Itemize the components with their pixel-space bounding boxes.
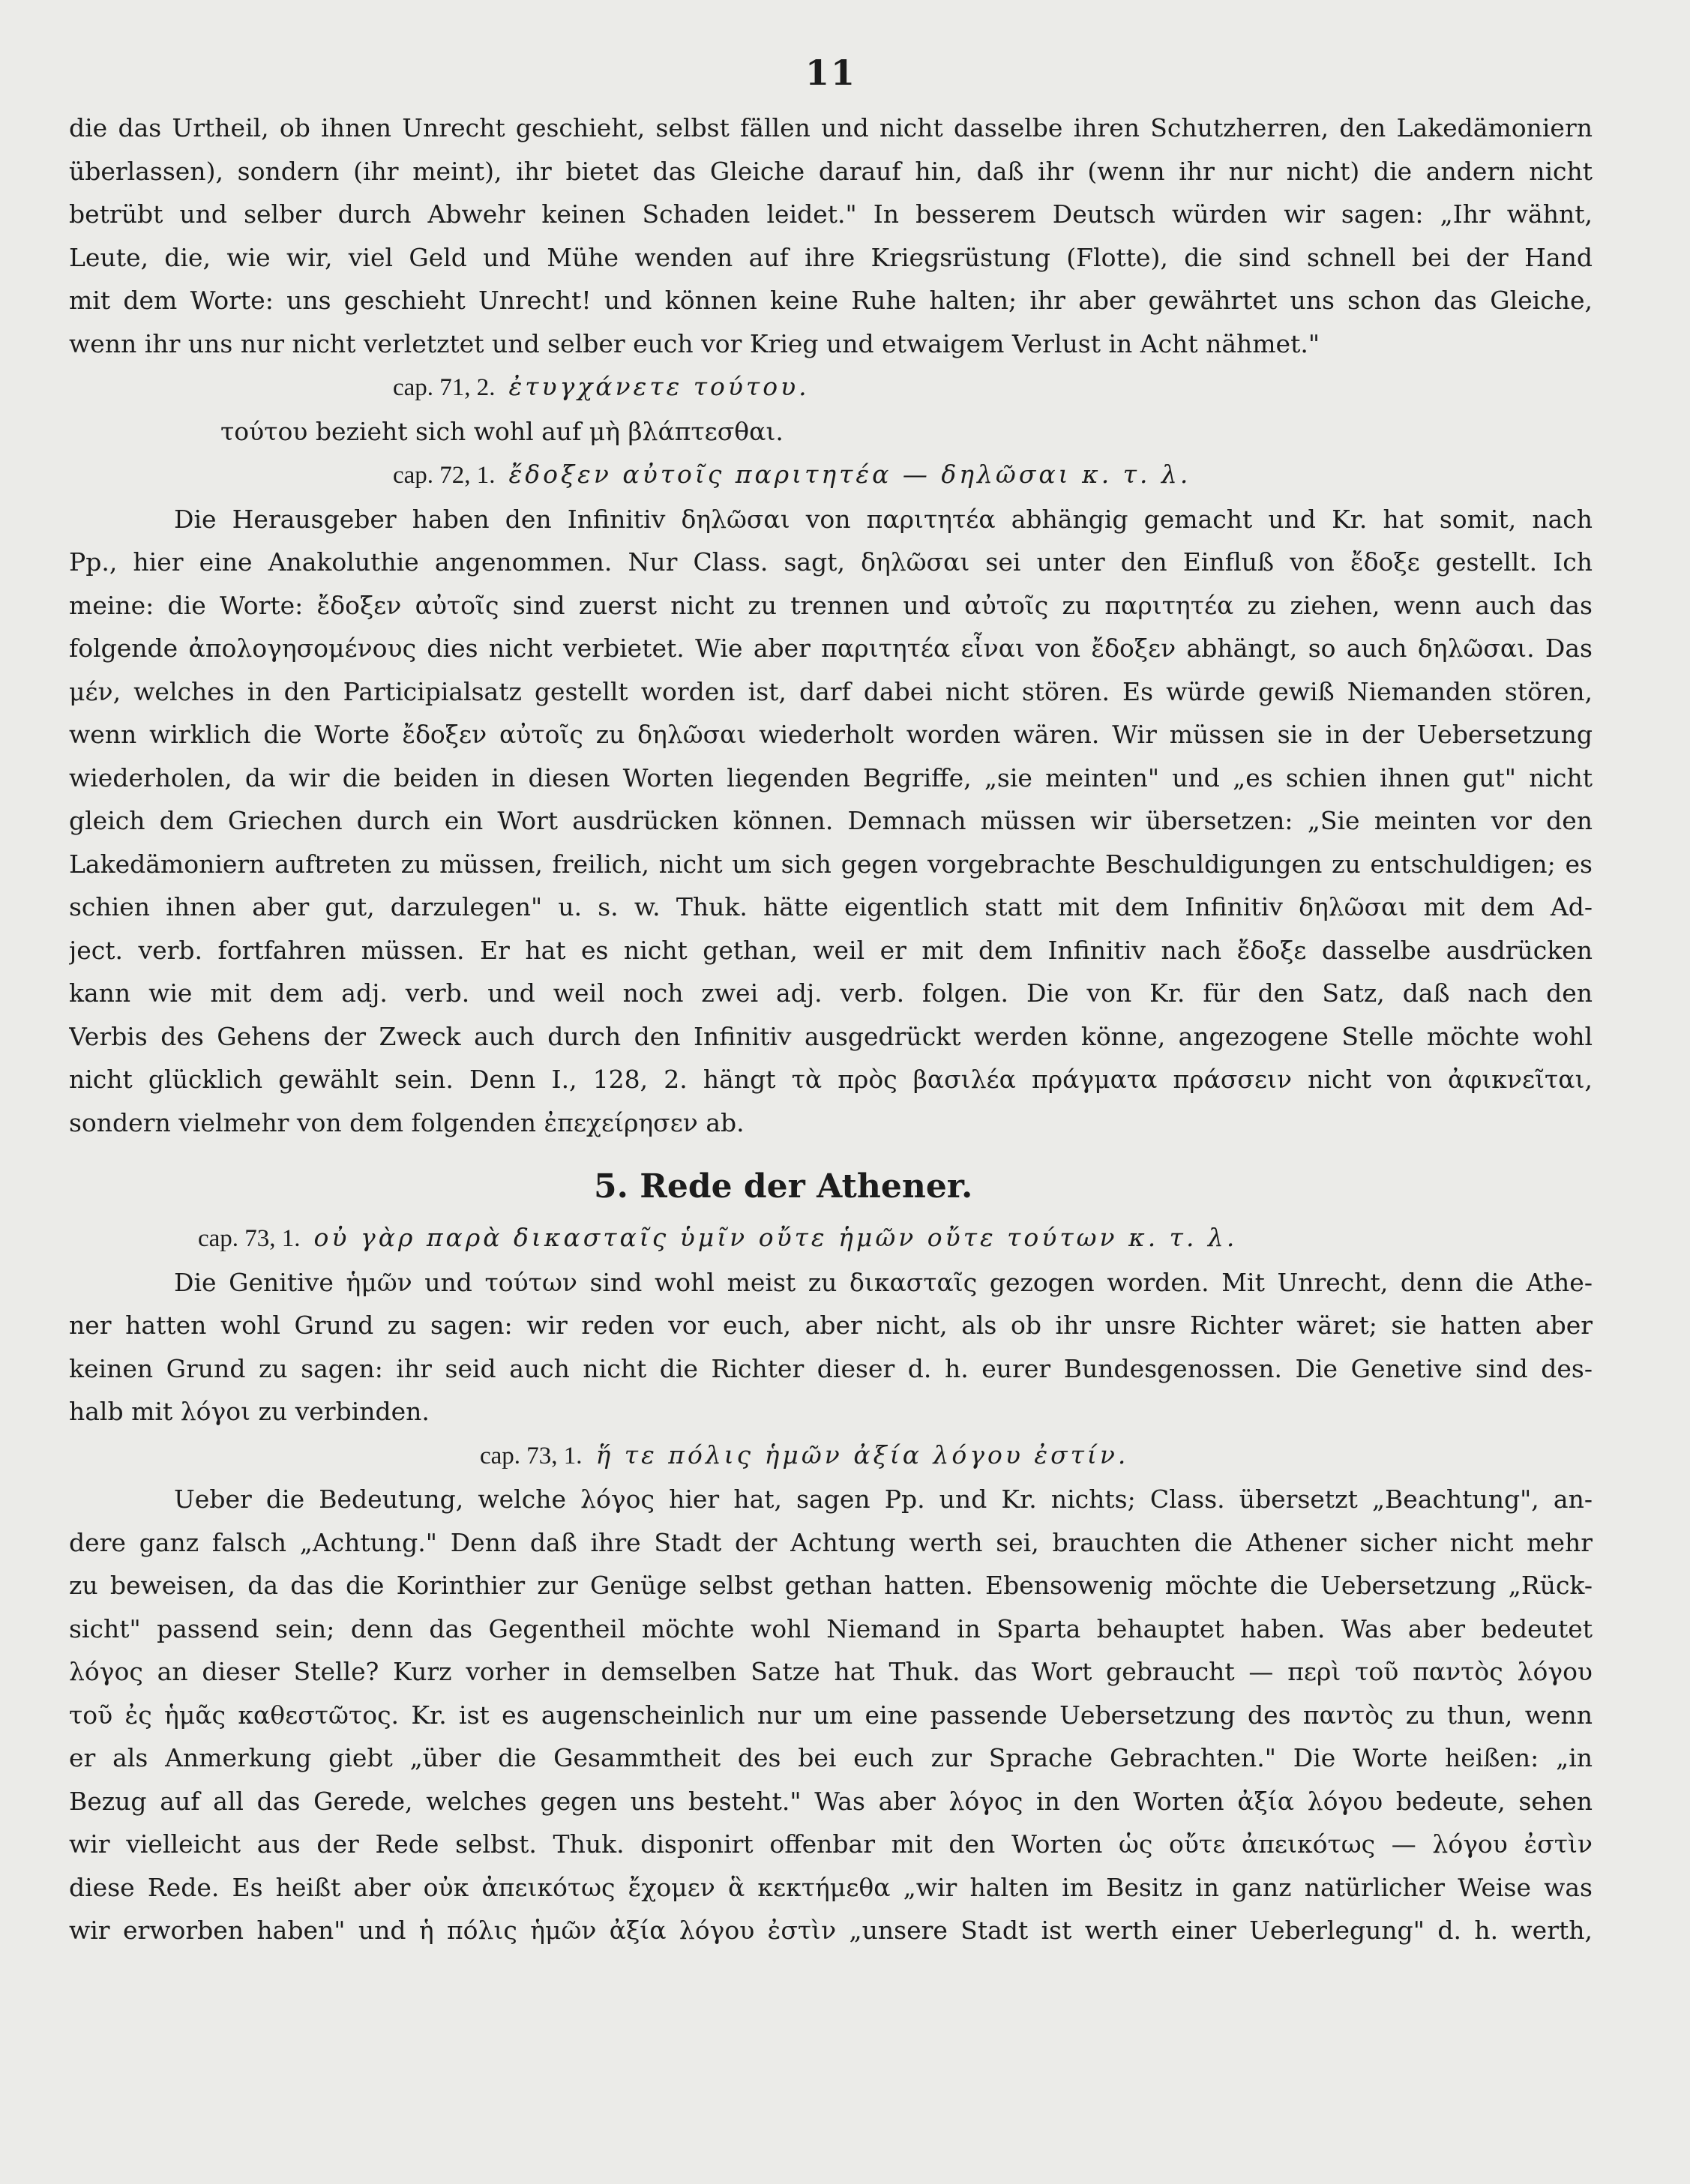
citation-cap-73-1-b — [69, 1434, 1593, 1478]
text-line: Ueber die Bedeutung, welche λόγος hier hat, sagen Pp. und Kr. nichts; Class. übersetzt „Beachtung", an- — [174, 1484, 1593, 1514]
text-line: τοῦ ἐς ἡμᾶς καθεστῶτος. Kr. ist es augenscheinlich nur um eine passende Uebersetzung des παντὸς zu thun, wenn — [69, 1700, 1593, 1730]
text-line: folgende ἀπολογησομένους dies nicht verbietet. Wie aber παριτητέα εἶναι von ἔδοξεν abhängt, so auch δηλῶσαι. Das — [69, 634, 1593, 663]
text-line: nicht glücklich gewählt sein. Denn I., 128, 2. hängt τὰ πρὸς βασιλέα πράγματα πράσσειν nicht von ἀφικνεῖται, — [69, 1065, 1593, 1094]
text-line: er als Anmerkung giebt „über die Gesammtheit des bei euch zur Sprache Gebrachten." Die Worte heißen: „in — [69, 1743, 1593, 1772]
paragraph-5 — [69, 1478, 1593, 1952]
text-line: wenn wirklich die Worte ἔδοξεν αὐτοῖς zu δηλῶσαι wiederholt worden wären. Wir müssen sie in der Uebersetzung — [69, 720, 1593, 749]
text-line: sicht" passend sein; denn das Gegentheil möchte wohl Niemand in Sparta behauptet haben. Was aber bedeutet — [69, 1613, 1593, 1643]
citation-greek: οὐ γὰρ παρὰ δικασταῖς ὑμῖν οὔτε ἡμῶν οὔτε τούτων κ. τ. λ. — [313, 1223, 1238, 1252]
text-line: meine: die Worte: ἔδοξεν αὐτοῖς sind zuerst nicht zu trennen und αὐτοῖς zu παριτητέα zu ziehen, wenn auch das — [69, 590, 1593, 620]
text-line: Die Herausgeber haben den Infinitiv δηλῶσαι von παριτητέα abhängig gemacht und Kr. hat somit, nach — [174, 504, 1593, 534]
page-number: 11 — [805, 52, 856, 93]
text-line: diese Rede. Es heißt aber οὐκ ἀπεικότως ἔχομεν ἃ κεκτήμεθα „wir halten im Besitz in ganz natürlicher Weise was — [69, 1872, 1593, 1902]
paragraph-3 — [69, 498, 1593, 1145]
text-line: überlassen), sondern (ihr meint), ihr bietet das Gleiche darauf hin, daß ihr (wenn ihr nur nicht) die andern nicht — [69, 156, 1593, 186]
text-line: mit dem Worte: uns geschieht Unrecht! und können keine Ruhe halten; ihr aber gewährtet uns schon das Gleiche, — [69, 286, 1593, 315]
text-line: betrübt und selber durch Abwehr keinen Schaden leidet." In besserem Deutsch würden wir sagen: „Ihr wähnt, — [69, 199, 1593, 229]
text-line: Verbis des Gehens der Zweck auch durch den Infinitiv ausgedrückt werden könne, angezogene Stelle möchte wohl — [69, 1021, 1593, 1051]
text-line: wir vielleicht aus der Rede selbst. Thuk. disponirt offenbar mit den Worten ὡς οὔτε ἀπεικότως — λόγου ἐστὶν — [69, 1829, 1593, 1859]
citation-ref: cap. 73, 1. — [480, 1442, 583, 1469]
citation-cap-73-1-a — [69, 1216, 1593, 1261]
citation-greek: ἔδοξεν αὐτοῖς παριτητέα — δηλῶσαι κ. τ. λ. — [508, 460, 1191, 489]
text-line: wenn ihr uns nur nicht verletztet und selber euch vor Krieg und etwaigem Verlust in Acht nähmet." — [69, 328, 1320, 358]
text-line: kann wie mit dem adj. verb. und weil noch zwei adj. verb. folgen. Die von Kr. für den Satz, daß nach den — [69, 978, 1593, 1008]
text-line: gleich dem Griechen durch ein Wort ausdrücken können. Demnach müssen wir übersetzen: „Sie meinten vor den — [69, 806, 1593, 835]
citation-greek: ἐτυγχάνετε τούτου. — [508, 372, 810, 401]
text-line: Bezug auf all das Gerede, welches gegen uns besteht." Was aber λόγος in den Worten ἀξία λόγου bedeute, sehen — [69, 1786, 1593, 1816]
citation-greek: ἥ τε πόλις ἡμῶν ἀξία λόγου ἐστίν. — [595, 1440, 1129, 1469]
citation-ref: cap. 72, 1. — [393, 462, 496, 489]
text-line: wiederholen, da wir die beiden in diesen Worten liegenden Begriffe, „sie meinten" und „es schien ihnen gut" nicht — [69, 762, 1593, 792]
text-line: zu beweisen, da das die Korinthier zur Genüge selbst gethan hatten. Ebensowenig möchte die Uebersetzung „Rück- — [69, 1571, 1593, 1600]
text-line: Die Genitive ἡμῶν und τούτων sind wohl meist zu δικασταῖς gezogen worden. Mit Unrecht, denn die Athe- — [174, 1267, 1593, 1297]
paragraph-2 — [69, 410, 1593, 454]
text-line: die das Urtheil, ob ihnen Unrecht geschieht, selbst fällen und nicht dasselbe ihren Schutzherren, den Lakedämoniern — [69, 113, 1593, 142]
text-line: Leute, die, wie wir, viel Geld und Mühe wenden auf ihre Kriegsrüstung (Flotte), die sind schnell bei der Hand — [69, 242, 1593, 272]
citation-cap-72-1 — [69, 453, 1593, 498]
citation-cap-71-2 — [69, 365, 1593, 410]
text-line: Lakedämoniern auftreten zu müssen, freilich, nicht um sich gegen vorgebrachte Beschuldigungen zu entschuldigen; es — [69, 849, 1593, 879]
text-line: ject. verb. fortfahren müssen. Er hat es nicht gethan, weil er mit dem Infinitiv nach ἔδοξε dasselbe ausdrücken — [69, 935, 1593, 965]
text-line: sondern vielmehr von dem folgenden ἐπεχείρησεν ab. — [69, 1107, 745, 1137]
text-line: halb mit λόγοι zu verbinden. — [69, 1397, 430, 1426]
section-heading: 5. Rede der Athener. — [594, 1167, 973, 1206]
paragraph-4 — [69, 1261, 1593, 1434]
paragraph-1 — [69, 106, 1593, 365]
citation-ref: cap. 71, 2. — [393, 374, 496, 401]
text-line: λόγος an dieser Stelle? Kurz vorher in demselben Satze hat Thuk. das Wort gebraucht — περὶ τοῦ παντὸς λόγου — [69, 1657, 1593, 1686]
text-line: τούτου bezieht sich wohl auf μὴ βλάπτεσθαι. — [220, 416, 784, 446]
text-line: dere ganz falsch „Achtung." Denn daß ihre Stadt der Achtung werth sei, brauchten die Athener sicher nicht mehr — [69, 1527, 1593, 1557]
text-line: Pp., hier eine Anakoluthie angenommen. Nur Class. sagt, δηλῶσαι sei unter den Einfluß von ἔδοξε gestellt. Ich — [69, 547, 1593, 577]
text-line: μέν, welches in den Participialsatz gestellt worden ist, darf dabei nicht stören. Es würde gewiß Niemanden stören, — [69, 676, 1593, 706]
text-line: wir erworben haben" und ἡ πόλις ἡμῶν ἀξία λόγου ἐστὶν „unsere Stadt ist werth einer Ueberlegung" d. h. werth, — [69, 1916, 1593, 1945]
text-line: schien ihnen aber gut, darzulegen" u. s. w. Thuk. hätte eigentlich statt mit dem Infinitiv δηλῶσαι mit dem Ad- — [69, 892, 1593, 921]
text-line: ner hatten wohl Grund zu sagen: wir reden vor euch, aber nicht, als ob ihr unsre Richter wäret; sie hatten aber — [69, 1311, 1593, 1340]
citation-ref: cap. 73, 1. — [198, 1225, 301, 1252]
text-line: keinen Grund zu sagen: ihr seid auch nicht die Richter dieser d. h. eurer Bundesgenossen. Die Genetive sind des- — [69, 1353, 1593, 1383]
